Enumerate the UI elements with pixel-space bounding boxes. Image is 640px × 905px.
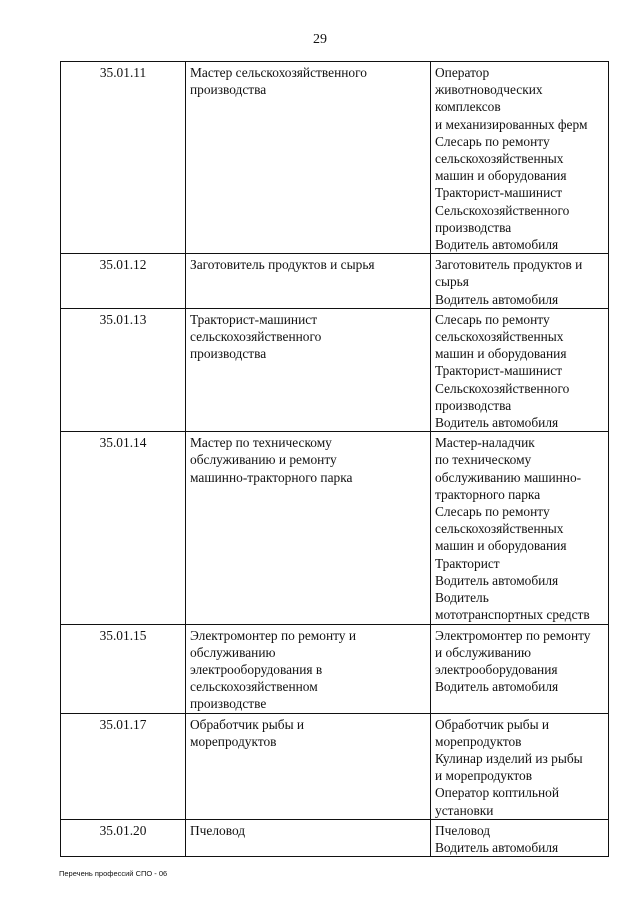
professions-table — [60, 61, 609, 857]
qualifications-cell — [431, 819, 609, 856]
qualifications-cell — [431, 432, 609, 624]
profession-code: 35.01.13 — [61, 308, 186, 431]
table-row — [61, 624, 609, 713]
qualification-item: сельскохозяйственных — [435, 151, 564, 167]
qualification-item: машин и оборудования — [435, 538, 567, 554]
qualification-item: по техническому — [435, 452, 532, 468]
profession-name — [186, 62, 431, 254]
profession-name — [186, 819, 431, 856]
profession-name-line: морепродуктов — [190, 733, 277, 749]
qualification-item: сырья — [435, 274, 469, 290]
qualification-item: Тракторист-машинист — [435, 185, 563, 201]
profession-name-line: производства — [190, 82, 267, 98]
profession-name-line: Мастер сельскохозяйственного — [190, 65, 367, 80]
qualifications-cell — [431, 254, 609, 309]
qualification-item: производства — [435, 397, 512, 413]
qualification-item: Водитель автомобиля — [435, 839, 559, 855]
qualification-item: Электромонтер по ремонту — [435, 627, 591, 643]
qualification-item: Водитель автомобиля — [435, 679, 559, 695]
qualification-item: Водитель автомобиля — [435, 415, 559, 431]
qualification-item: Водитель автомобиля — [435, 291, 559, 307]
qualification-item: Слесарь по ремонту — [435, 504, 550, 520]
profession-name-line: обслуживанию и ремонту — [190, 452, 337, 468]
qualification-item: Слесарь по ремонту — [435, 311, 550, 327]
page-number: 29 — [313, 32, 327, 47]
profession-name-line: производства — [190, 346, 267, 362]
profession-code: 35.01.20 — [61, 819, 186, 856]
table-row — [61, 819, 609, 856]
qualification-item: Тракторист-машинист — [435, 363, 563, 379]
profession-name-line: обслуживанию — [190, 644, 276, 660]
professions-table-body — [61, 62, 609, 857]
qualification-item: мототранспортных средств — [435, 607, 590, 623]
qualification-item: животноводческих — [435, 82, 543, 98]
qualification-item: производства — [435, 219, 512, 235]
profession-name-line: Заготовитель продуктов и сырья — [190, 257, 375, 273]
qualification-item: Кулинар изделий из рыбы — [435, 750, 583, 766]
profession-name-line: производстве — [190, 696, 267, 712]
qualifications-cell — [431, 713, 609, 819]
qualifications-cell — [431, 624, 609, 713]
qualification-item: Пчеловод — [435, 822, 491, 838]
profession-name — [186, 432, 431, 624]
profession-name-line: машинно-тракторного парка — [190, 469, 353, 485]
table-row — [61, 432, 609, 624]
profession-name-line: Электромонтер по ремонту и — [190, 627, 357, 643]
qualification-item: Слесарь по ремонту — [435, 133, 550, 149]
qualification-item: и механизированных ферм — [435, 116, 588, 132]
table-row — [61, 62, 609, 254]
table-row — [61, 713, 609, 819]
qualification-item: Сельскохозяйственного — [435, 380, 570, 396]
qualification-item: морепродуктов — [435, 733, 522, 749]
profession-name — [186, 254, 431, 309]
qualification-item: Оператор — [435, 65, 490, 80]
profession-code: 35.01.14 — [61, 432, 186, 624]
profession-name-line: Пчеловод — [190, 822, 246, 838]
profession-name-line: сельскохозяйственном — [190, 679, 318, 695]
qualification-item: установки — [435, 802, 494, 818]
table-row — [61, 254, 609, 309]
qualification-item: и морепродуктов — [435, 768, 533, 784]
table-row — [61, 308, 609, 431]
qualification-item: машин и оборудования — [435, 346, 567, 362]
profession-name — [186, 713, 431, 819]
profession-name-line: сельскохозяйственного — [190, 329, 322, 345]
profession-code: 35.01.11 — [61, 62, 186, 254]
profession-code: 35.01.15 — [61, 624, 186, 713]
profession-name — [186, 624, 431, 713]
profession-name-line: Тракторист-машинист — [190, 311, 318, 327]
qualification-item: и обслуживанию — [435, 644, 532, 660]
qualification-item: Сельскохозяйственного — [435, 202, 570, 218]
qualification-item: обслуживанию машинно- — [435, 469, 582, 485]
profession-name-line: электрооборудования в — [190, 661, 323, 677]
qualification-item: Мастер-наладчик — [435, 435, 535, 451]
qualification-item: Заготовитель продуктов и — [435, 257, 583, 273]
qualification-item: Тракторист — [435, 555, 500, 571]
profession-code: 35.01.17 — [61, 713, 186, 819]
profession-name — [186, 308, 431, 431]
qualification-item: Обработчик рыбы и — [435, 716, 550, 732]
qualification-item: Водитель автомобиля — [435, 237, 559, 253]
qualification-item: электрооборудования — [435, 661, 558, 677]
qualification-item: комплексов — [435, 99, 501, 115]
profession-name-line: Мастер по техническому — [190, 435, 332, 451]
qualification-item: Оператор коптильной — [435, 785, 560, 801]
footer-caption: Перечень профессий СПО - 06 — [59, 869, 168, 878]
qualifications-cell — [431, 308, 609, 431]
qualification-item: сельскохозяйственных — [435, 329, 564, 345]
qualifications-cell — [431, 62, 609, 254]
profession-name-line: Обработчик рыбы и — [190, 716, 305, 732]
qualification-item: сельскохозяйственных — [435, 521, 564, 537]
qualification-item: Водитель автомобиля — [435, 572, 559, 588]
qualification-item: тракторного парка — [435, 486, 541, 502]
qualification-item: машин и оборудования — [435, 168, 567, 184]
qualification-item: Водитель — [435, 590, 489, 606]
profession-code: 35.01.12 — [61, 254, 186, 309]
